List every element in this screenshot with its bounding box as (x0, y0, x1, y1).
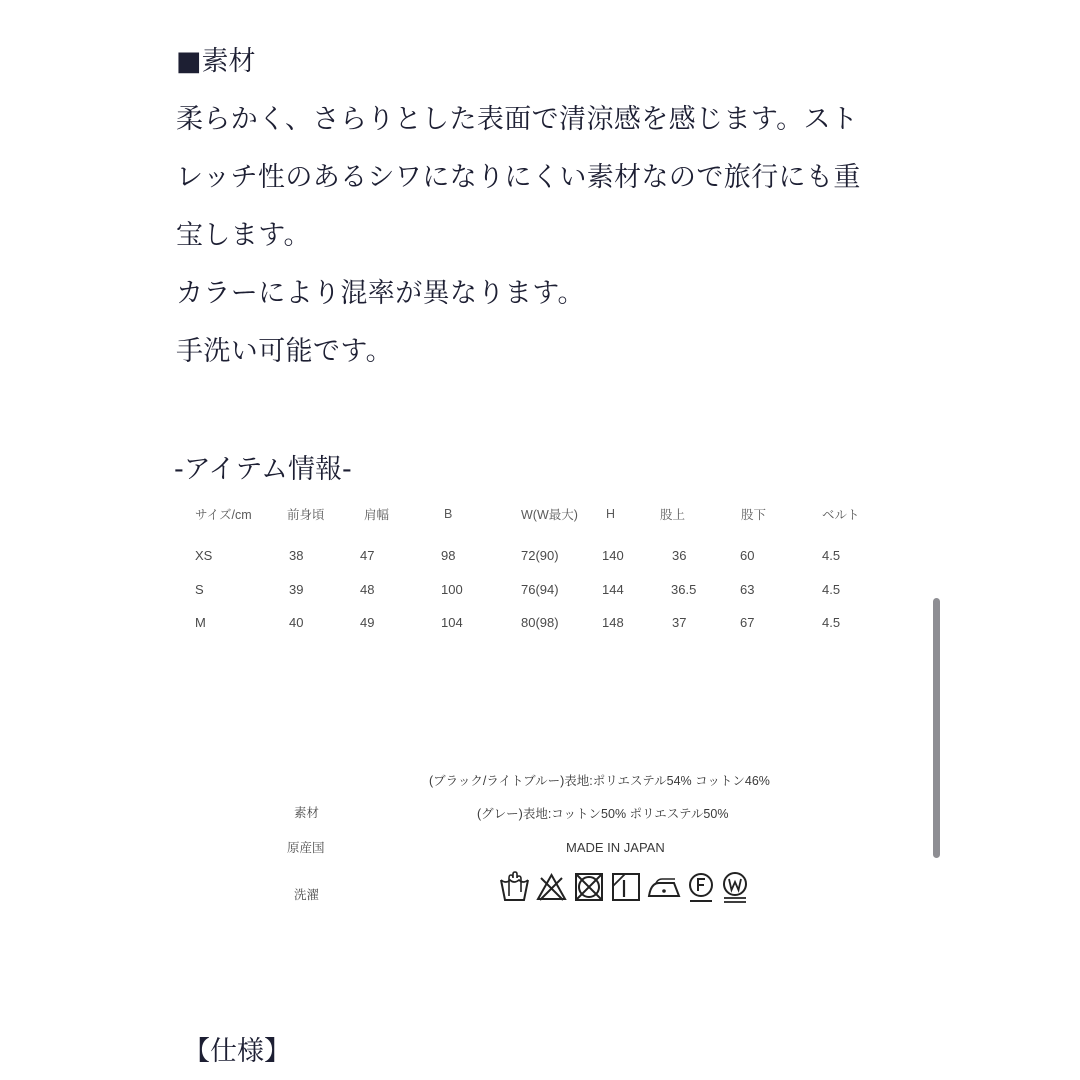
dry-clean-f-icon (686, 870, 716, 904)
size-header-bust: B (444, 507, 453, 521)
spec-heading: 【仕様】 (183, 1036, 291, 1067)
size-cell: 40 (289, 615, 304, 630)
size-header-waist: W(W最大) (521, 508, 578, 522)
size-header-front: 前身頃 (287, 508, 325, 522)
size-header-rise: 股上 (660, 508, 686, 522)
iron-low-icon (646, 870, 682, 904)
origin-value: MADE IN JAPAN (566, 840, 665, 855)
origin-label: 原産国 (287, 840, 325, 855)
material-text-line: 手洗い可能です。 (176, 336, 394, 367)
size-cell: 144 (602, 582, 624, 597)
material-text-line: 宝します。 (176, 220, 311, 251)
size-cell: 36.5 (671, 582, 697, 597)
size-cell: 72(90) (521, 548, 559, 563)
size-header-size: サイズ/cm (195, 508, 252, 522)
material-label: 素材 (294, 805, 320, 820)
size-cell: 140 (602, 548, 624, 563)
size-cell: 36 (672, 548, 687, 563)
size-cell: 148 (602, 615, 624, 630)
size-cell: 98 (441, 548, 456, 563)
wet-clean-w-icon (720, 870, 750, 904)
material-composition-line: (グレー)表地:コットン50% ポリエステル50% (477, 807, 729, 821)
size-cell: M (195, 615, 206, 630)
drip-dry-shade-icon (609, 870, 642, 904)
size-header-hip: H (606, 507, 616, 521)
size-cell: 4.5 (822, 582, 841, 597)
vertical-scrollbar[interactable] (933, 598, 940, 858)
size-cell: 47 (360, 548, 375, 563)
material-composition-line: (ブラック/ライトブルー)表地:ポリエステル54% コットン46% (429, 774, 770, 788)
size-cell: 100 (441, 582, 463, 597)
care-symbols (498, 870, 750, 906)
size-cell: S (195, 582, 204, 597)
size-cell: 60 (740, 548, 755, 563)
size-cell: 49 (360, 615, 375, 630)
size-header-belt: ベルト (822, 508, 860, 522)
size-cell: XS (195, 548, 213, 563)
no-tumble-dry-icon (572, 870, 605, 904)
size-cell: 38 (289, 548, 304, 563)
material-text-line: レッチ性のあるシワになりにくい素材なので旅行にも重 (176, 162, 861, 193)
size-cell: 37 (672, 615, 687, 630)
item-info-title: -アイテム情報- (174, 454, 352, 485)
size-cell: 104 (441, 615, 463, 630)
size-cell: 80(98) (521, 615, 559, 630)
size-cell: 4.5 (822, 615, 841, 630)
size-cell: 76(94) (521, 582, 559, 597)
size-cell: 67 (740, 615, 755, 630)
material-text-line: 柔らかく、さらりとした表面で清涼感を感じます。スト (176, 104, 859, 135)
size-cell: 63 (740, 582, 755, 597)
washing-label: 洗濯 (294, 887, 320, 902)
size-cell: 39 (289, 582, 304, 597)
size-header-inseam: 股下 (741, 508, 767, 522)
material-text-line: カラーにより混率が異なります。 (176, 278, 585, 309)
size-cell: 4.5 (822, 548, 841, 563)
hand-wash-icon (498, 870, 531, 904)
no-chlorine-bleach-icon (535, 870, 568, 904)
size-cell: 48 (360, 582, 375, 597)
size-header-shoulder: 肩幅 (364, 508, 390, 522)
material-heading: ■素材 (176, 46, 256, 77)
